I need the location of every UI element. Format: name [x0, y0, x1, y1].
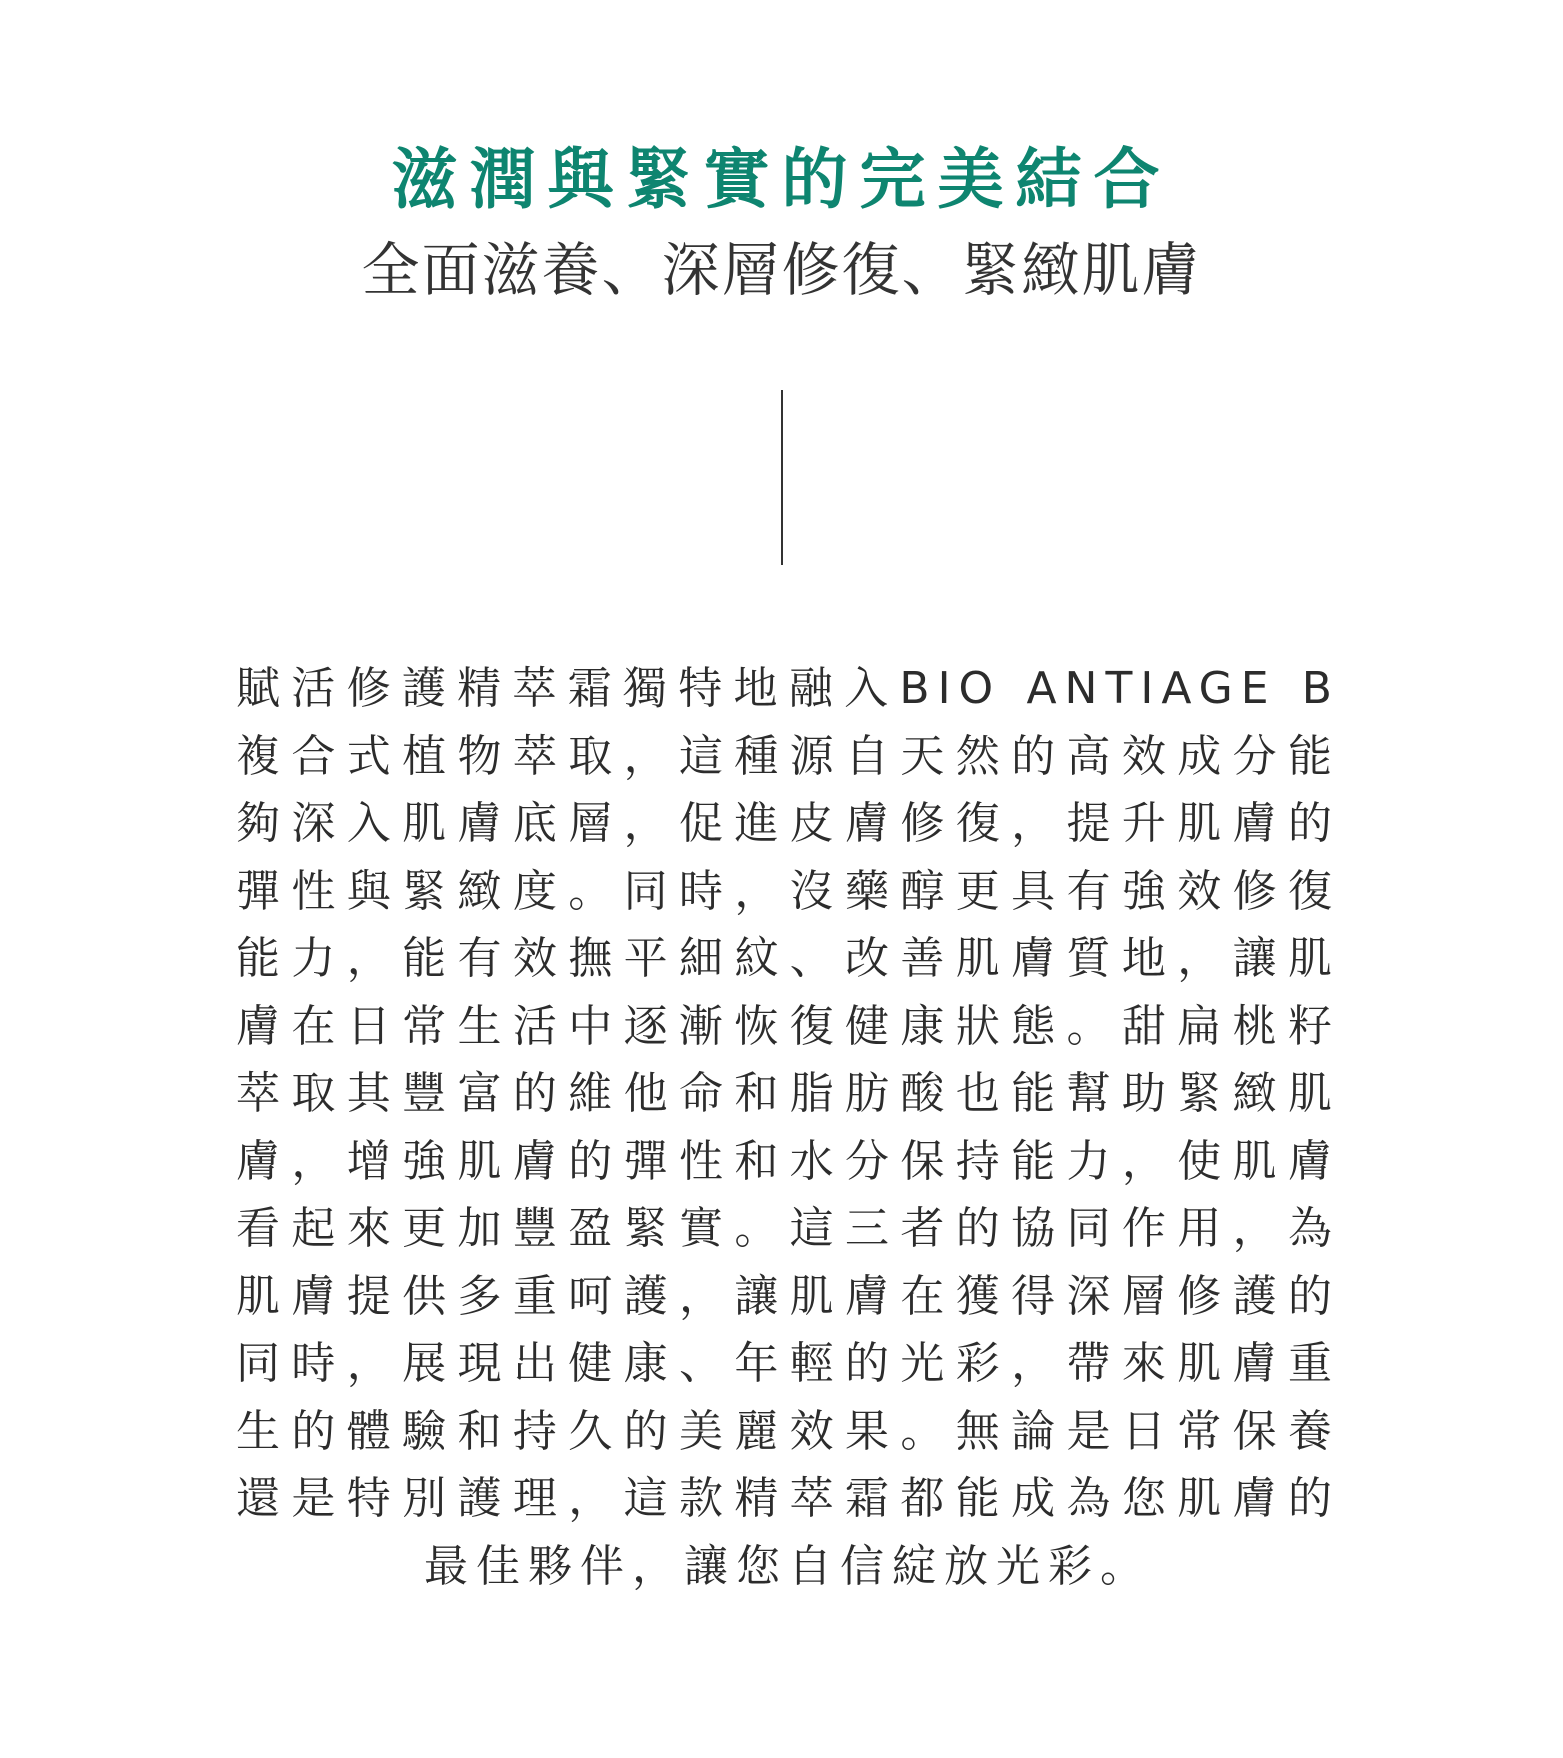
paragraph-line: 夠深入肌膚底層，促進皮膚修復，提升肌膚的 — [236, 798, 1340, 849]
description-paragraph — [236, 655, 1340, 1600]
paragraph-line: 同時，展現出健康、年輕的光彩，帶來肌膚重 — [236, 1338, 1340, 1389]
paragraph-line: 肌膚提供多重呵護，讓肌膚在獲得深層修護的 — [236, 1270, 1340, 1322]
paragraph-line: 賦活修護精萃霜獨特地融入BIO ANTIAGE B — [236, 663, 1340, 714]
paragraph-line: 彈性與緊緻度。同時，沒藥醇更具有強效修復 — [236, 865, 1340, 917]
headline-subtitle: 全面滋養、深層修復、緊緻肌膚 — [361, 236, 1202, 304]
paragraph-line: 看起來更加豐盈緊實。這三者的協同作用，為 — [236, 1203, 1340, 1254]
paragraph-line: 萃取其豐富的維他命和脂肪酸也能幫助緊緻肌 — [236, 1068, 1340, 1119]
paragraph-line-last: 最佳夥伴，讓您自信綻放光彩。 — [424, 1540, 1152, 1592]
headline-title: 滋潤與緊實的完美結合 — [391, 141, 1172, 218]
paragraph-line: 能力，能有效撫平細紋、改善肌膚質地，讓肌 — [236, 933, 1340, 984]
paragraph-line: 複合式植物萃取，這種源自天然的高效成分能 — [236, 730, 1340, 782]
vertical-divider — [781, 390, 783, 565]
paragraph-line: 膚，增強肌膚的彈性和水分保持能力，使肌膚 — [236, 1135, 1340, 1187]
paragraph-line: 膚在日常生活中逐漸恢復健康狀態。甜扁桃籽 — [236, 1000, 1340, 1052]
paragraph-line: 生的體驗和持久的美麗效果。無論是日常保養 — [236, 1405, 1340, 1457]
paragraph-line: 還是特別護理，這款精萃霜都能成為您肌膚的 — [236, 1473, 1340, 1524]
